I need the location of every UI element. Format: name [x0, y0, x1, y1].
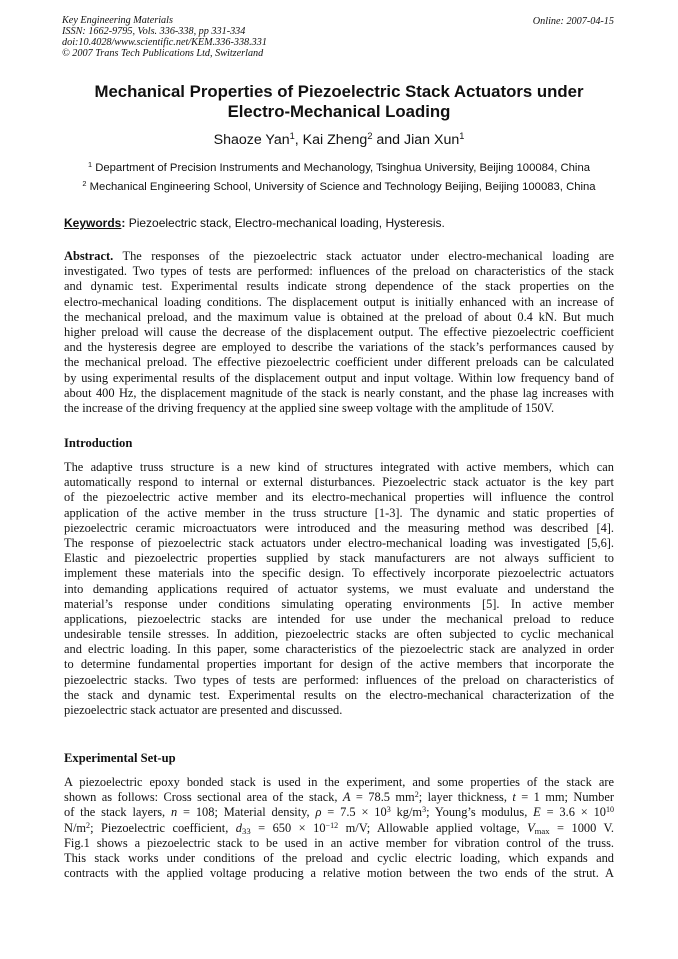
- intro-line: The response of piezoelectric stack actuators under electro-mechanical loading was investigated [5,6].: [64, 535, 614, 550]
- setup-line: contracts with the applied voltage producing a relative motion between the two ends of the strut. A: [64, 866, 614, 881]
- intro-line: The adaptive truss structure is a new kind of structures integrated with active members, which can: [64, 460, 614, 474]
- issn-line: ISSN: 1662-9795, Vols. 336-338, pp 331-334: [62, 26, 246, 37]
- doi-line: doi:10.4028/www.scientific.net/KEM.336-338.331: [62, 37, 267, 48]
- introduction-paragraph: [64, 460, 614, 718]
- author-list: [40, 132, 638, 148]
- author-name: Shaoze Yan: [213, 132, 290, 148]
- intro-line: material’s response under conditions simulating operating environments [5]. In active member: [64, 596, 614, 611]
- author-affiliation-mark: 2: [367, 131, 373, 142]
- section-heading-setup: Experimental Set-up: [64, 751, 176, 765]
- abstract-line: the increase of the driving frequency at the applied sine sweep voltage with the amplitude of 150V.: [64, 400, 555, 415]
- abstract-line: and the hysteresis degree are employed to describe the variations of the stack’s performances caused by: [64, 340, 614, 355]
- intro-line: applications, piezoelectric stacks are intended for use under the mechanical preload to reduce: [64, 611, 614, 626]
- title-line-2: Electro-Mechanical Loading: [227, 102, 451, 121]
- affiliation-text: Mechanical Engineering School, University of Science and Technology Beijing, Beijing 100083, China: [89, 181, 596, 193]
- keywords-text: Piezoelectric stack, Electro-mechanical loading, Hysteresis.: [125, 216, 445, 230]
- intro-line: the stack and dynamic test. Experimental results on the electro-mechanical characterization of the: [64, 687, 614, 702]
- abstract-line: [64, 249, 614, 264]
- abstract-line: electro-mechanical loading conditions. The displacement output is initially enhanced with an increase of: [64, 294, 614, 309]
- title-line-1: Mechanical Properties of Piezoelectric Stack Actuators under: [94, 82, 584, 101]
- abstract-paragraph: [64, 249, 614, 416]
- setup-line: Fig.1 shows a piezoelectric stack to be used in an active member for vibration control of the truss.: [64, 835, 614, 850]
- setup-line: of the stack layers, n = 108; Material density, $\rho = 7.5 \times 10^3$ $kg/m^3$; Young’s modulus, $E = 3.6 \times 10^{10}$: [64, 805, 615, 820]
- copyright-line: © 2007 Trans Tech Publications Ltd, Switzerland: [62, 48, 264, 59]
- setup-line: A piezoelectric epoxy bonded stack is used in the experiment, and some properties of the stack are: [64, 775, 614, 789]
- author-affiliation-mark: 1: [459, 131, 465, 142]
- setup-line: $N/m^2$; Piezoelectric coefficient, $d_{33} = 650 \times 10^{-12}$ m/V; Allowable applied voltage, $V_{max} = 1000$ V.: [64, 820, 614, 837]
- abstract-line: the mechanical preload. The effective piezoelectric coefficient under different preloads can be calculated: [64, 355, 614, 370]
- journal-name: Key Engineering Materials: [62, 15, 173, 26]
- intro-line: Elastic and piezoelectric properties supplied by stack manufacturers are not always sufficient to: [64, 551, 614, 566]
- author-affiliation-mark: 1: [289, 131, 295, 142]
- abstract-line: and dynamic test. Experimental results indicate strong dependence of the stack properties on the: [64, 279, 614, 294]
- intro-line: to determine fundamental properties important for design of the active members that incorporate the: [64, 657, 614, 672]
- affiliation-mark: 1: [87, 160, 93, 170]
- affiliation-1: [40, 162, 638, 174]
- abstract-line: the mechanical preload, and the maximum value is obtained at the preload of about 0.4 kN. But much: [64, 309, 614, 324]
- abstract-line: about 400 Hz, the displacement magnitude of the stack is nearly constant, and the phase lag increases with: [64, 385, 614, 400]
- author-name: and Jian Xun: [372, 132, 460, 148]
- paper-title: [40, 82, 638, 122]
- affiliation-mark: 2: [82, 179, 87, 189]
- online-date: Online: 2007-04-15: [532, 16, 614, 27]
- author-name: , Kai Zheng: [294, 132, 368, 148]
- intro-line: of the piezoelectric active member and its electro-mechanical properties will influence the control: [64, 490, 614, 505]
- intro-line: implement these materials into the specific design. To effectively incorporate piezoelectric actuators: [64, 566, 614, 581]
- intro-line: piezoelectric stacks. Two types of tests are performed: influences of the preload on characteristics of: [64, 672, 614, 687]
- keywords-label: Keywords: [64, 216, 122, 230]
- setup-line: This stack works under conditions of the preload and cyclic electric loading, which expands and: [64, 850, 614, 865]
- affiliation-text: Department of Precision Instruments and Mechanology, Tsinghua University, Beijing 100084, China: [95, 162, 591, 174]
- abstract-line: investigated. Two types of tests are performed: influences of the preload on characteristics of the stack: [64, 264, 614, 279]
- intro-line: undesirable tensile stresses. In addition, piezoelectric stacks are often subjected to cyclic mechanical: [64, 627, 614, 642]
- intro-line: piezoelectric stack actuator are presented and discussed.: [64, 703, 343, 717]
- affiliation-2: [40, 181, 638, 193]
- setup-paragraph: [64, 775, 614, 881]
- section-heading-introduction: Introduction: [64, 436, 133, 450]
- abstract-line: by using experimental results of the displacement output and input voltage. Within low frequency band of: [64, 370, 614, 385]
- setup-line: shown as follows: Cross sectional area of the stack, A = 78.5 $mm^2$; layer thickness, t = 1 mm; Number: [64, 790, 614, 805]
- abstract-text: The responses of the piezoelectric stack actuator under electro-mechanical loading are: [122, 249, 614, 263]
- intro-line: piezoelectric ceramic microactuators were introduced and the measuring method was described [4].: [64, 520, 614, 535]
- intro-line: application of the active member in the truss structure [1-3]. The dynamic and static properties of: [64, 505, 614, 520]
- abstract-label: Abstract.: [64, 249, 114, 263]
- keywords-colon: :: [121, 216, 126, 230]
- abstract-line: higher preload will cause the decrease of the displacement output. The effective piezoelectric coefficient: [64, 324, 614, 339]
- keywords-line: [64, 216, 445, 230]
- intro-line: and electric loading. In this paper, some characteristics of the piezoelectric stack are analyzed in order: [64, 642, 614, 657]
- intro-line: automatically respond to internal or external disturbances. Piezoelectric stack actuator is the key part: [64, 475, 614, 490]
- intro-line: into demanding applications required of actuator systems, we must evaluate and understand the: [64, 581, 614, 596]
